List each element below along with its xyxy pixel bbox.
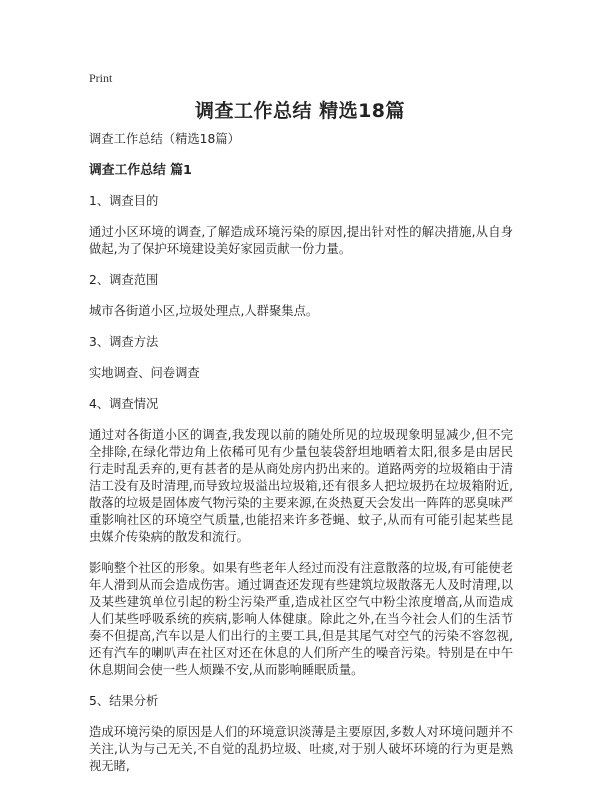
section-heading: 调查工作总结 篇1 bbox=[89, 163, 192, 178]
paragraph-situation-2: 影响整个社区的形象。如果有些老年人经过而没有注意散落的垃圾,有可能使老年人滑到从而会造成伤害。通过调查还发现有些建筑垃圾散落无人及时清理,以及某些建筑单位引起的粉尘污染严重,造成社区空气中粉尘浓度增高,从而造成人们某些呼吸系统的疾病,影响人体健康。除此之外,在当今社会人们的生活节奏不但提高,汽车以是人们出行的主要工具,但是其尾气对空气的污染不容忽视,还有汽车的喇叭声在社区对还在休息的人们所产生的噪音污染。特别是在中午休息期间会使一些人烦躁不安,从而影响睡眠质量。 bbox=[89, 561, 513, 677]
subheading-purpose: 1、调查目的 bbox=[89, 194, 159, 208]
print-label[interactable]: Print bbox=[89, 71, 113, 85]
subheading-method: 3、调查方法 bbox=[89, 335, 159, 349]
paragraph-analysis: 造成环境污染的原因是人们的环境意识淡薄是主要原因,多数人对环境问题并不关注,认为与己无关,不自觉的乱扔垃圾、吐痰,对于别人破坏环境的行为更是熟视无睹, bbox=[89, 725, 513, 773]
document-title: 调查工作总结 精选18篇 bbox=[194, 100, 406, 122]
subheading-analysis: 5、结果分析 bbox=[89, 694, 159, 708]
subheading-situation: 4、调查情况 bbox=[89, 397, 159, 411]
document-body bbox=[89, 131, 513, 789]
paragraph-method: 实地调查、问卷调查 bbox=[89, 366, 200, 380]
paragraph-scope: 城市各街道小区,垃圾处理点,人群聚集点。 bbox=[89, 304, 319, 318]
paragraph-situation-1: 通过对各街道小区的调查,我发现以前的随处所见的垃圾现象明显减少,但不完全排除,在绿化带边角上依稀可见有少量包装袋舒坦地晒着太阳,很多是由居民行走时乱丢弃的,更有甚者的是从商处房内扔出来的。道路两旁的垃圾箱由于清洁工没有及时清理,而导致垃圾溢出垃圾箱,还有很多人把垃圾扔在垃圾箱附近,散落的垃圾是固体废气物污染的主要来源,在炎热夏天会发出一阵阵的恶臭味严重影响社区的环境空气质量,也能招来许多苍蝇、蚊子,从而有可能引起某些昆虫媒介传染病的散发和流行。 bbox=[89, 428, 513, 544]
subheading-scope: 2、调查范围 bbox=[89, 273, 159, 287]
subtitle-paragraph: 调查工作总结（精选18篇） bbox=[89, 132, 240, 146]
paragraph-purpose: 通过小区环境的调查,了解造成环境污染的原因,提出针对性的解决措施,从自身做起,为了保护环境建设美好家园贡献一份力量。 bbox=[89, 225, 513, 256]
